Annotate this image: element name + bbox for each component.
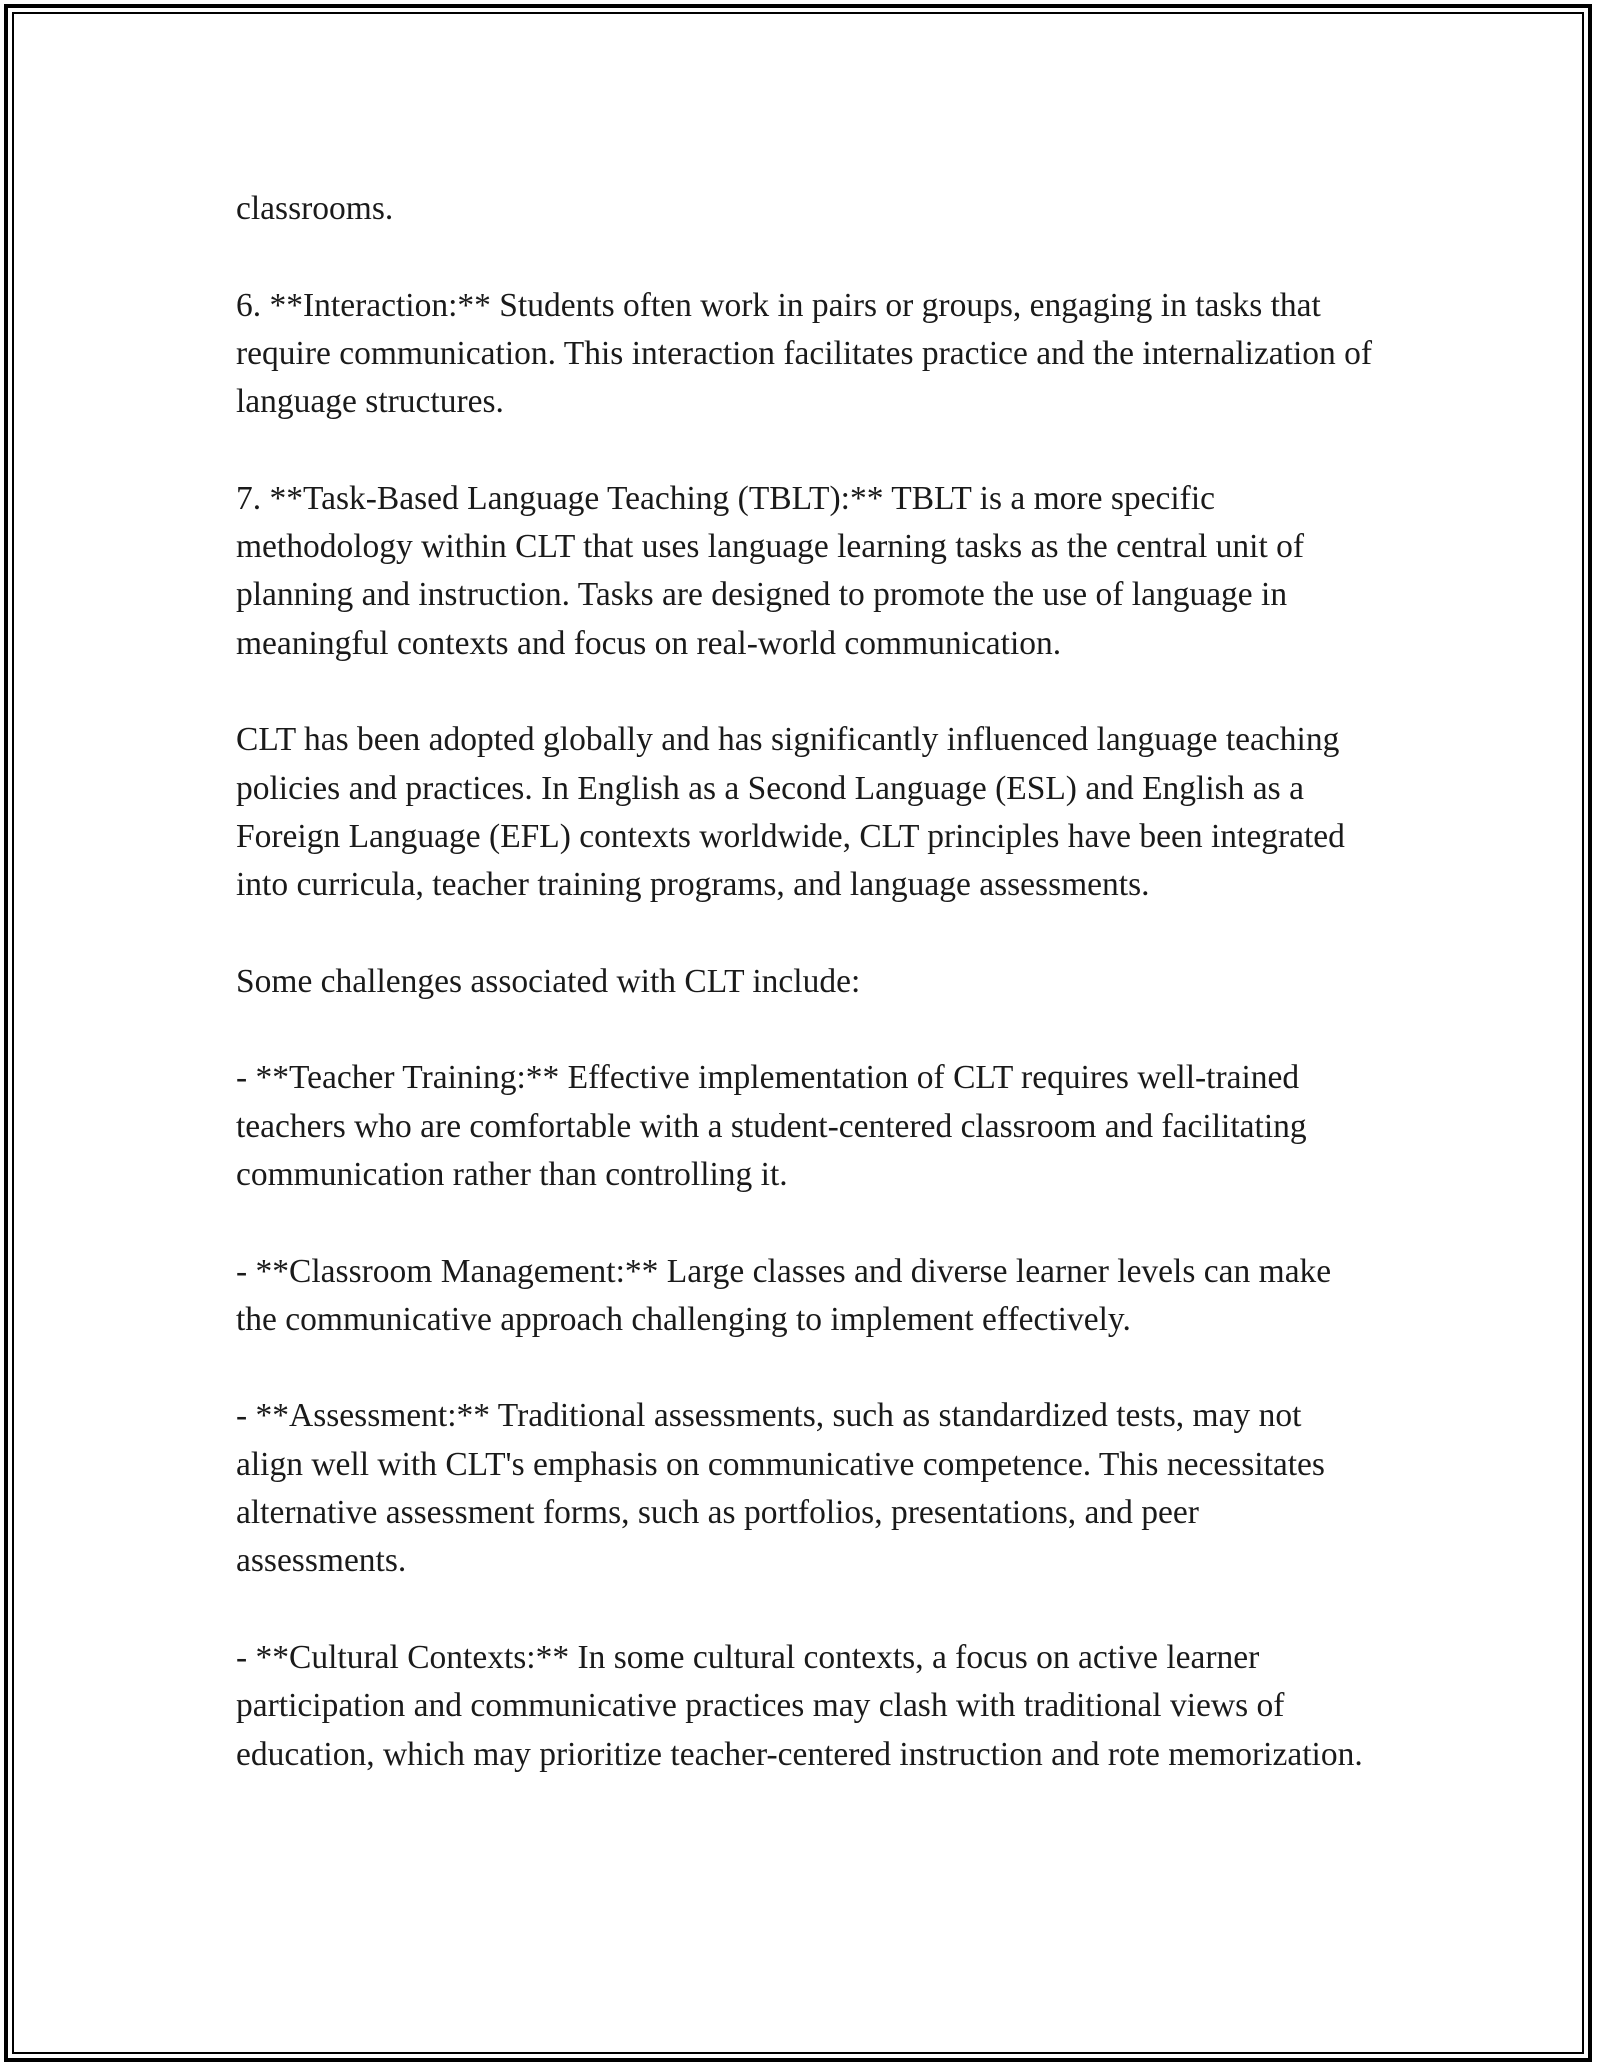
paragraph-challenges-intro: Some challenges associated with CLT include: (236, 962, 861, 1000)
paragraph-continuation: classrooms. (236, 190, 394, 227)
list-item-interaction: 6. **Interaction:** Students often work in pairs or groups, engaging in tasks that require communication. This interaction facilitates practice and the internalization of language structures. (236, 286, 1373, 421)
bullet-cultural-contexts: - **Cultural Contexts:** In some cultural contexts, a focus on active learner participation and communicative practices may clash with traditional views of education, which may prioritize teacher-centered instruction and rote memorization. (236, 1638, 1363, 1773)
list-item-tblt: 7. **Task-Based Language Teaching (TBLT):** TBLT is a more specific methodology within CLT that uses language learning tasks as the central unit of planning and instruction. Tasks are designed to promote the use of language in meaningful contexts and focus on real-world communication. (236, 479, 1305, 662)
paragraph-clt-adoption: CLT has been adopted globally and has significantly influenced language teaching policies and practices. In English as a Second Language (ESL) and English as a Foreign Language (EFL) contexts worldwide, CLT principles have been integrated into curricula, teacher training programs, and language assessments. (236, 721, 1345, 904)
bullet-assessment: - **Assessment:** Traditional assessments, such as standardized tests, may not align well with CLT's emphasis on communicative competence. This necessitates alternative assessment forms, such as portfolios, presentations, and peer assessments. (236, 1397, 1325, 1580)
bullet-teacher-training: - **Teacher Training:** Effective implementation of CLT requires well-trained teachers who are comfortable with a student-centered classroom and facilitating communication rather than controlling it. (236, 1059, 1307, 1193)
document-body (236, 185, 1376, 1779)
bullet-classroom-management: - **Classroom Management:** Large classes and diverse learner levels can make the communicative approach challenging to implement effectively. (236, 1252, 1332, 1338)
